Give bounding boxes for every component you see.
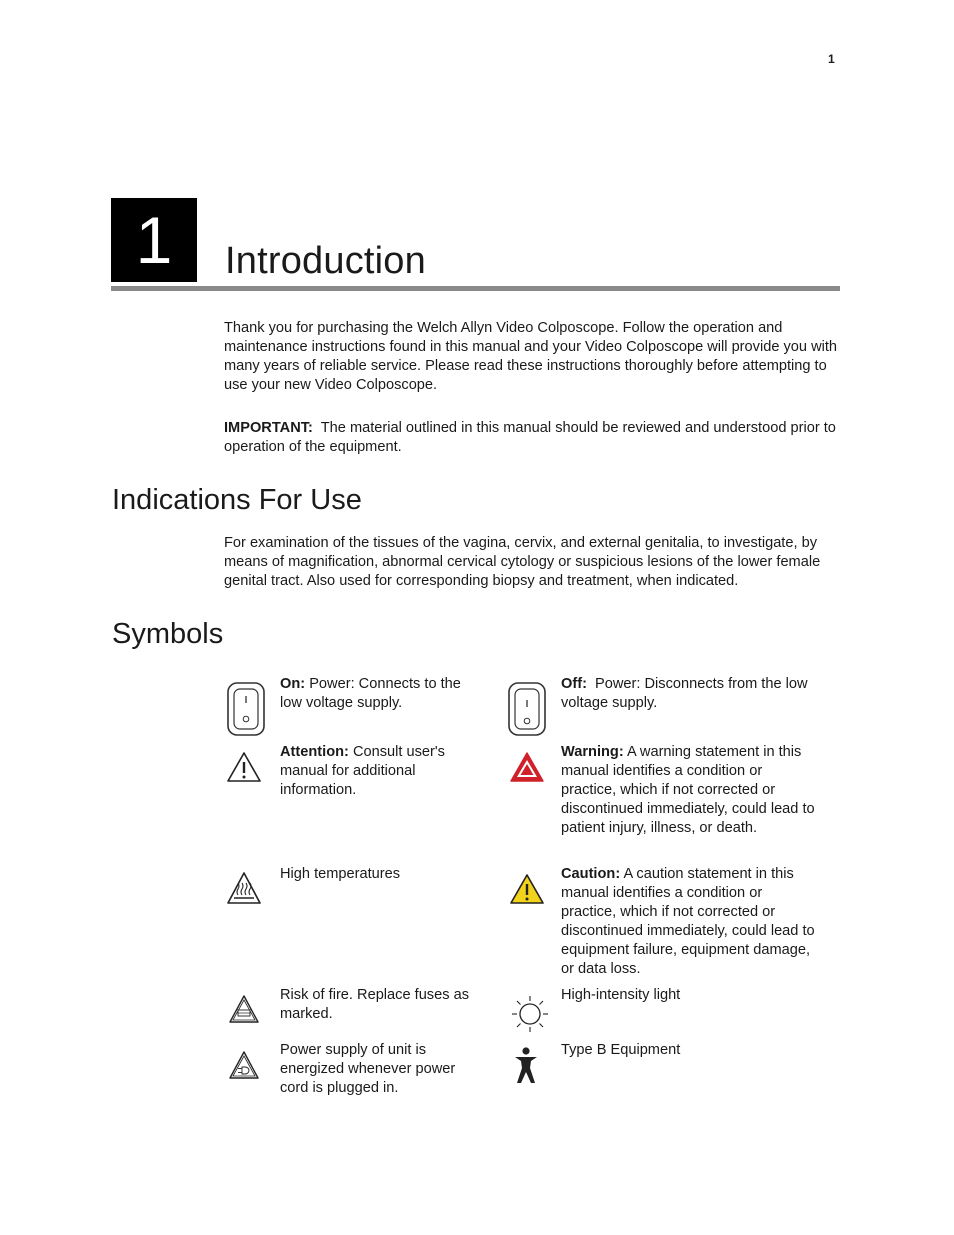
type-b-equipment-icon [510, 1046, 542, 1086]
symbol-on-desc [280, 675, 485, 713]
high-temperature-icon [226, 871, 262, 905]
symbol-warning-label: Warning: [561, 744, 624, 760]
page-number: 1 [828, 52, 835, 66]
symbol-high-temperature-text: High temperatures [280, 866, 401, 882]
symbol-fire-risk-text: Risk of fire. Replace fuses as marked. [280, 987, 469, 1022]
symbol-high-intensity-light-desc [561, 986, 811, 1005]
symbol-warning-text: A warning statement in this manual identifies a condition or practice, which if not corrected or discontinued immediately, could lead to patient injury, illness, or death. [561, 744, 815, 836]
high-intensity-light-icon [510, 994, 550, 1034]
warning-red-triangle-icon [509, 751, 545, 783]
symbol-type-b-desc [561, 1041, 811, 1060]
symbol-caution-desc [561, 865, 816, 979]
symbol-power-energized-text: Power supply of unit is energized whenever power cord is plugged in. [280, 1042, 456, 1096]
fire-risk-fuse-icon [228, 994, 260, 1024]
symbol-off-label: Off: [561, 676, 587, 692]
symbol-attention-label: Attention: [280, 744, 349, 760]
symbol-off-desc [561, 675, 811, 713]
attention-triangle-icon [226, 751, 262, 783]
symbol-warning-desc [561, 743, 816, 838]
symbol-high-temperature-desc [280, 865, 485, 884]
symbols-title: Symbols [112, 618, 224, 650]
indications-title: Indications For Use [112, 484, 362, 516]
symbol-on-text: Power: Connects to the low voltage supply. [280, 676, 461, 711]
power-energized-icon [228, 1050, 260, 1080]
intro-paragraph: Thank you for purchasing the Welch Allyn Video Colposcope. Follow the operation and maintenance instructions found in this manual and your Video Colposcope will provide you with many years of reliable service. Please read these instructions thoroughly before attempting to use your new Video Colposcope. [224, 320, 838, 393]
symbol-fire-risk-desc [280, 986, 490, 1024]
power-on-switch-icon [226, 681, 266, 737]
symbol-attention-text: Consult user's manual for additional information. [280, 744, 445, 798]
indications-text: For examination of the tissues of the vagina, cervix, and external genitalia, to investigate, by means of magnification, abnormal cervical cytology or suspicious lesions of the lower female genital tract. Also used for corresponding biopsy and treatment, when indicated. [224, 535, 821, 589]
chapter-title: Introduction [225, 240, 426, 282]
symbol-off-text: Power: Disconnects from the low voltage supply. [561, 676, 808, 711]
symbol-caution-text: A caution statement in this manual identifies a condition or practice, which if not corrected or discontinued immediately, could lead to equipment failure, equipment damage, or data loss. [561, 866, 815, 977]
important-label: IMPORTANT: [224, 420, 313, 436]
symbol-type-b-text: Type B Equipment [561, 1042, 681, 1058]
chapter-number-box: 1 [111, 198, 197, 282]
symbol-on-label: On: [280, 676, 306, 692]
caution-yellow-triangle-icon [509, 873, 545, 905]
symbol-high-intensity-light-text: High-intensity light [561, 987, 681, 1003]
symbol-attention-desc [280, 743, 485, 800]
chapter-rule [111, 286, 840, 291]
symbol-power-energized-desc [280, 1041, 485, 1098]
symbol-caution-label: Caution: [561, 866, 621, 882]
important-text: The material outlined in this manual should be reviewed and understood prior to operation of the equipment. [224, 420, 836, 455]
important-note [224, 419, 842, 457]
power-off-switch-icon [507, 681, 547, 737]
